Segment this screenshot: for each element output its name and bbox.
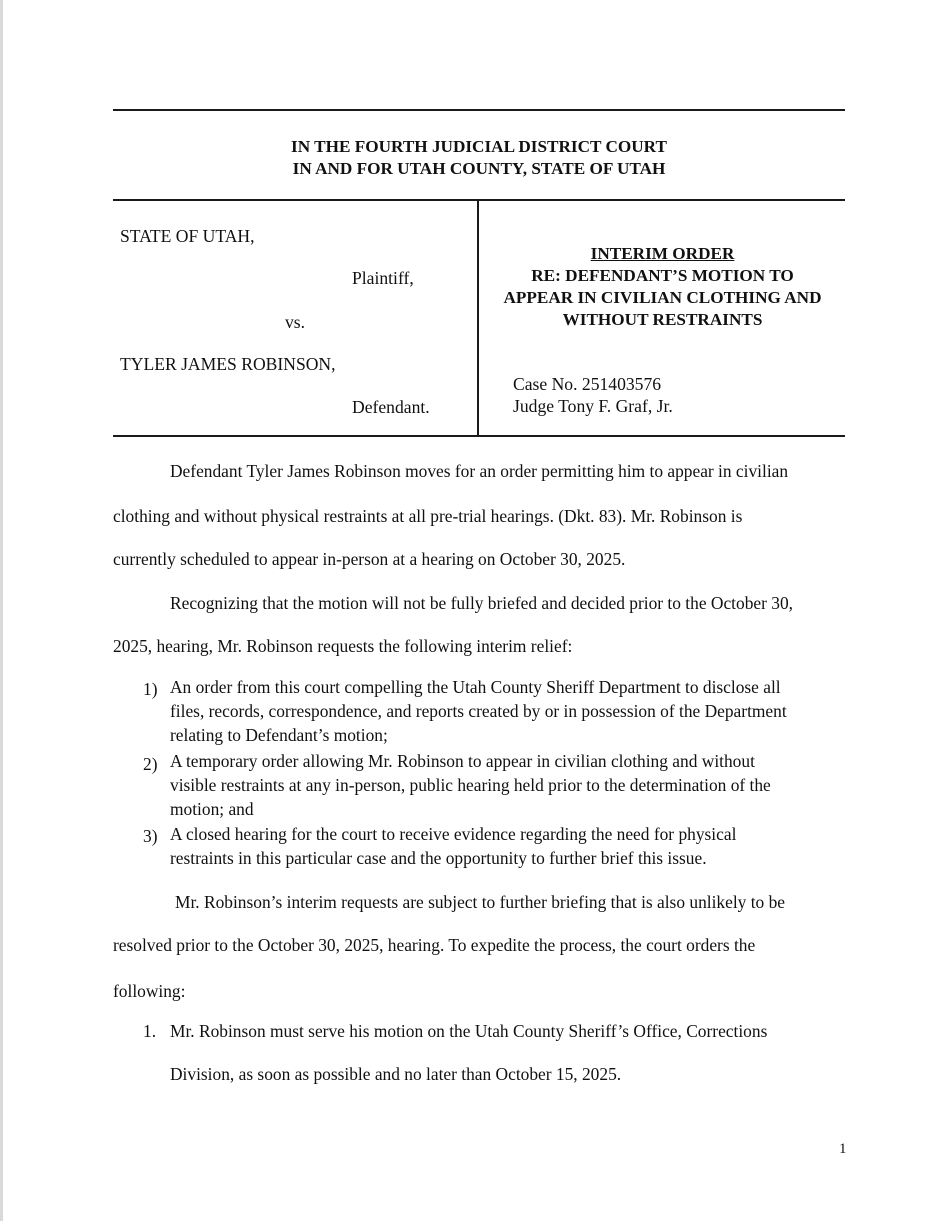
- defendant-label: Defendant.: [352, 397, 430, 417]
- defendant-name: TYLER JAMES ROBINSON,: [120, 354, 336, 374]
- paragraph-3-line-3: following:: [113, 981, 186, 1001]
- request-1-line-2: files, records, correspondence, and reports created by or in possession of the Department: [170, 701, 787, 721]
- request-2-text: [170, 749, 845, 821]
- versus: vs.: [285, 312, 306, 332]
- request-2-line-3: motion; and: [170, 799, 254, 819]
- order-item-1-line-2: Division, as soon as possible and no later than October 15, 2025.: [170, 1064, 622, 1084]
- page-edge: [0, 0, 3, 1221]
- court-name-line-1: IN THE FOURTH JUDICIAL DISTRICT COURT: [291, 137, 667, 156]
- paragraph-3-line-2: resolved prior to the October 30, 2025, hearing. To expedite the process, the court orders the: [113, 935, 756, 955]
- order-item-1-line-1: Mr. Robinson must serve his motion on the Utah County Sheriff’s Office, Corrections: [170, 1021, 768, 1041]
- paragraph-1-line-3: currently scheduled to appear in-person at a hearing on October 30, 2025.: [113, 549, 626, 569]
- paragraph-1-line-1: Defendant Tyler James Robinson moves for an order permitting him to appear in civilian: [170, 461, 789, 481]
- caption-bottom-rule: [113, 435, 845, 437]
- paragraph-3-line-1: Mr. Robinson’s interim requests are subject to further briefing that is also unlikely to be: [175, 892, 786, 912]
- case-number: Case No. 251403576: [513, 374, 662, 394]
- request-1-number: 1): [143, 679, 158, 699]
- order-title-line-4: WITHOUT RESTRAINTS: [562, 310, 763, 329]
- caption-top-rule: [113, 199, 845, 201]
- court-name-line-2: IN AND FOR UTAH COUNTY, STATE OF UTAH: [292, 159, 666, 178]
- request-3-text: [170, 822, 845, 870]
- request-2-number: 2): [143, 754, 158, 774]
- top-rule: [113, 109, 845, 111]
- order-title-line-1: INTERIM ORDER: [590, 244, 735, 263]
- paragraph-2-line-2: 2025, hearing, Mr. Robinson requests the following interim relief:: [113, 636, 573, 656]
- order-item-1-number: 1.: [143, 1021, 157, 1041]
- request-3-line-1: A closed hearing for the court to receive evidence regarding the need for physical: [170, 824, 737, 844]
- caption-divider: [477, 201, 479, 437]
- paragraph-1-line-2: clothing and without physical restraints at all pre-trial hearings. (Dkt. 83). Mr. Robinson is: [113, 506, 743, 526]
- order-title-line-3: APPEAR IN CIVILIAN CLOTHING AND: [503, 288, 822, 307]
- request-1-line-3: relating to Defendant’s motion;: [170, 725, 388, 745]
- plaintiff-label: Plaintiff,: [352, 268, 414, 288]
- page-number: 1: [839, 1141, 847, 1157]
- request-3-number: 3): [143, 826, 158, 846]
- plaintiff-name: STATE OF UTAH,: [120, 226, 255, 246]
- request-2-line-2: visible restraints at any in-person, public hearing held prior to the determination of the: [170, 775, 771, 795]
- request-1-line-1: An order from this court compelling the Utah County Sheriff Department to disclose all: [170, 677, 781, 697]
- request-2-line-1: A temporary order allowing Mr. Robinson to appear in civilian clothing and without: [170, 751, 755, 771]
- judge-name: Judge Tony F. Graf, Jr.: [513, 396, 673, 416]
- request-1-text: [170, 675, 845, 747]
- request-3-line-2: restraints in this particular case and the opportunity to further brief this issue.: [170, 848, 707, 868]
- paragraph-2-line-1: Recognizing that the motion will not be fully briefed and decided prior to the October 30,: [170, 593, 793, 613]
- order-title-line-2: RE: DEFENDANT’S MOTION TO: [531, 266, 794, 285]
- order-title: [480, 243, 845, 331]
